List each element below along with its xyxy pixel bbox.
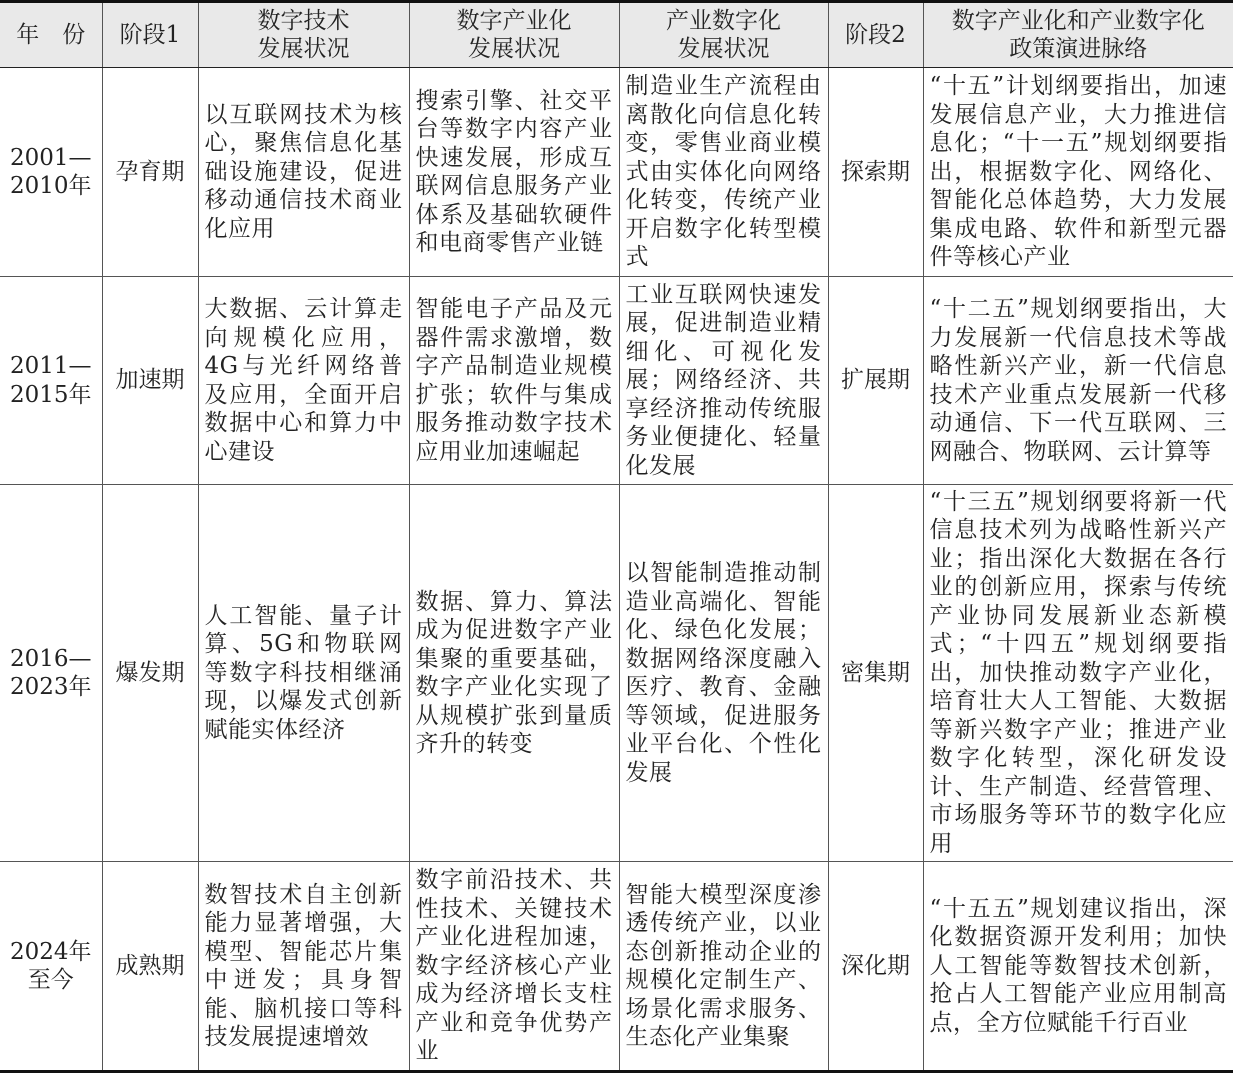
- stage2-cell: 探索期: [828, 68, 923, 277]
- digital-industrialization-cell: 数据、算力、算法成为促进数字产业集聚的重要基础，数字产业化实现了从规模扩张到量质齐升的转变: [409, 485, 619, 862]
- industrial-digitalization-cell: 以智能制造推动制造业高端化、智能化、绿色化发展；数据网络深度融入医疗、教育、金融等领域，促进服务业平台化、个性化发展: [619, 485, 828, 862]
- year-cell: 2016— 2023年: [0, 485, 102, 862]
- stage2-cell: 扩展期: [828, 277, 923, 485]
- stage1-cell: 爆发期: [102, 485, 198, 862]
- table-row: [0, 485, 1233, 862]
- header-digital-tech: 数字技术 发展状况: [198, 2, 409, 68]
- table-row: [0, 862, 1233, 1072]
- stage2-cell: 密集期: [828, 485, 923, 862]
- policy-cell: “十五”计划纲要指出，加速发展信息产业，大力推进信息化；“十一五”规划纲要指出，根据数字化、网络化、智能化总体趋势，大力发展集成电路、软件和新型元器件等核心产业: [923, 68, 1233, 277]
- stage2-cell: 深化期: [828, 862, 923, 1072]
- stage1-cell: 孕育期: [102, 68, 198, 277]
- digital-industrialization-cell: 数字前沿技术、共性技术、关键技术产业化进程加速，数字经济核心产业成为经济增长支柱产业和竞争优势产业: [409, 862, 619, 1072]
- policy-cell: “十三五”规划纲要将新一代信息技术列为战略性新兴产业；指出深化大数据在各行业的创新应用，探索与传统产业协同发展新业态新模式；“十四五”规划纲要指出，加快推动数字产业化，培育壮大人工智能、大数据等新兴数字产业；推进产业数字化转型，深化研发设计、生产制造、经营管理、市场服务等环节的数字化应用: [923, 485, 1233, 862]
- year-cell: 2024年 至今: [0, 862, 102, 1072]
- table-row: [0, 68, 1233, 277]
- digital-tech-cell: 大数据、云计算走向规模化应用，4G与光纤网络普及应用，全面开启数据中心和算力中心建设: [198, 277, 409, 485]
- policy-cell: “十二五”规划纲要指出，大力发展新一代信息技术等战略性新兴产业，新一代信息技术产业重点发展新一代移动通信、下一代互联网、三网融合、物联网、云计算等: [923, 277, 1233, 485]
- digital-tech-cell: 数智技术自主创新能力显著增强，大模型、智能芯片集中迸发；具身智能、脑机接口等科技发展提速增效: [198, 862, 409, 1072]
- digital-industrialization-cell: 智能电子产品及元器件需求激增，数字产品制造业规模扩张；软件与集成服务推动数字技术应用业加速崛起: [409, 277, 619, 485]
- digital-industrialization-cell: 搜索引擎、社交平台等数字内容产业快速发展，形成互联网信息服务产业体系及基础软硬件和电商零售产业链: [409, 68, 619, 277]
- policy-cell: “十五五”规划建议指出，深化数据资源开发利用；加快人工智能等数智技术创新，抢占人工智能产业应用制高点，全方位赋能千行百业: [923, 862, 1233, 1072]
- industrial-digitalization-cell: 制造业生产流程由离散化向信息化转变，零售业商业模式由实体化向网络化转变，传统产业开启数字化转型模式: [619, 68, 828, 277]
- digital-tech-cell: 以互联网技术为核心，聚焦信息化基础设施建设，促进移动通信技术商业化应用: [198, 68, 409, 277]
- header-industrial-digitalization: 产业数字化 发展状况: [619, 2, 828, 68]
- header-stage1: 阶段1: [102, 2, 198, 68]
- stage1-cell: 加速期: [102, 277, 198, 485]
- industrial-digitalization-cell: 智能大模型深度渗透传统产业，以业态创新推动企业的规模化定制生产、场景化需求服务、生态化产业集聚: [619, 862, 828, 1072]
- digital-tech-cell: 人工智能、量子计算、5G和物联网等数字科技相继涌现，以爆发式创新赋能实体经济: [198, 485, 409, 862]
- stage1-cell: 成熟期: [102, 862, 198, 1072]
- year-cell: 2001— 2010年: [0, 68, 102, 277]
- header-policy: 数字产业化和产业数字化 政策演进脉络: [923, 2, 1233, 68]
- table-row: [0, 277, 1233, 485]
- header-year: 年 份: [0, 2, 102, 68]
- table-header-row: [0, 2, 1233, 68]
- header-digital-industrialization: 数字产业化 发展状况: [409, 2, 619, 68]
- industrial-digitalization-cell: 工业互联网快速发展，促进制造业精细化、可视化发展；网络经济、共享经济推动传统服务业便捷化、轻量化发展: [619, 277, 828, 485]
- header-stage2: 阶段2: [828, 2, 923, 68]
- year-cell: 2011— 2015年: [0, 277, 102, 485]
